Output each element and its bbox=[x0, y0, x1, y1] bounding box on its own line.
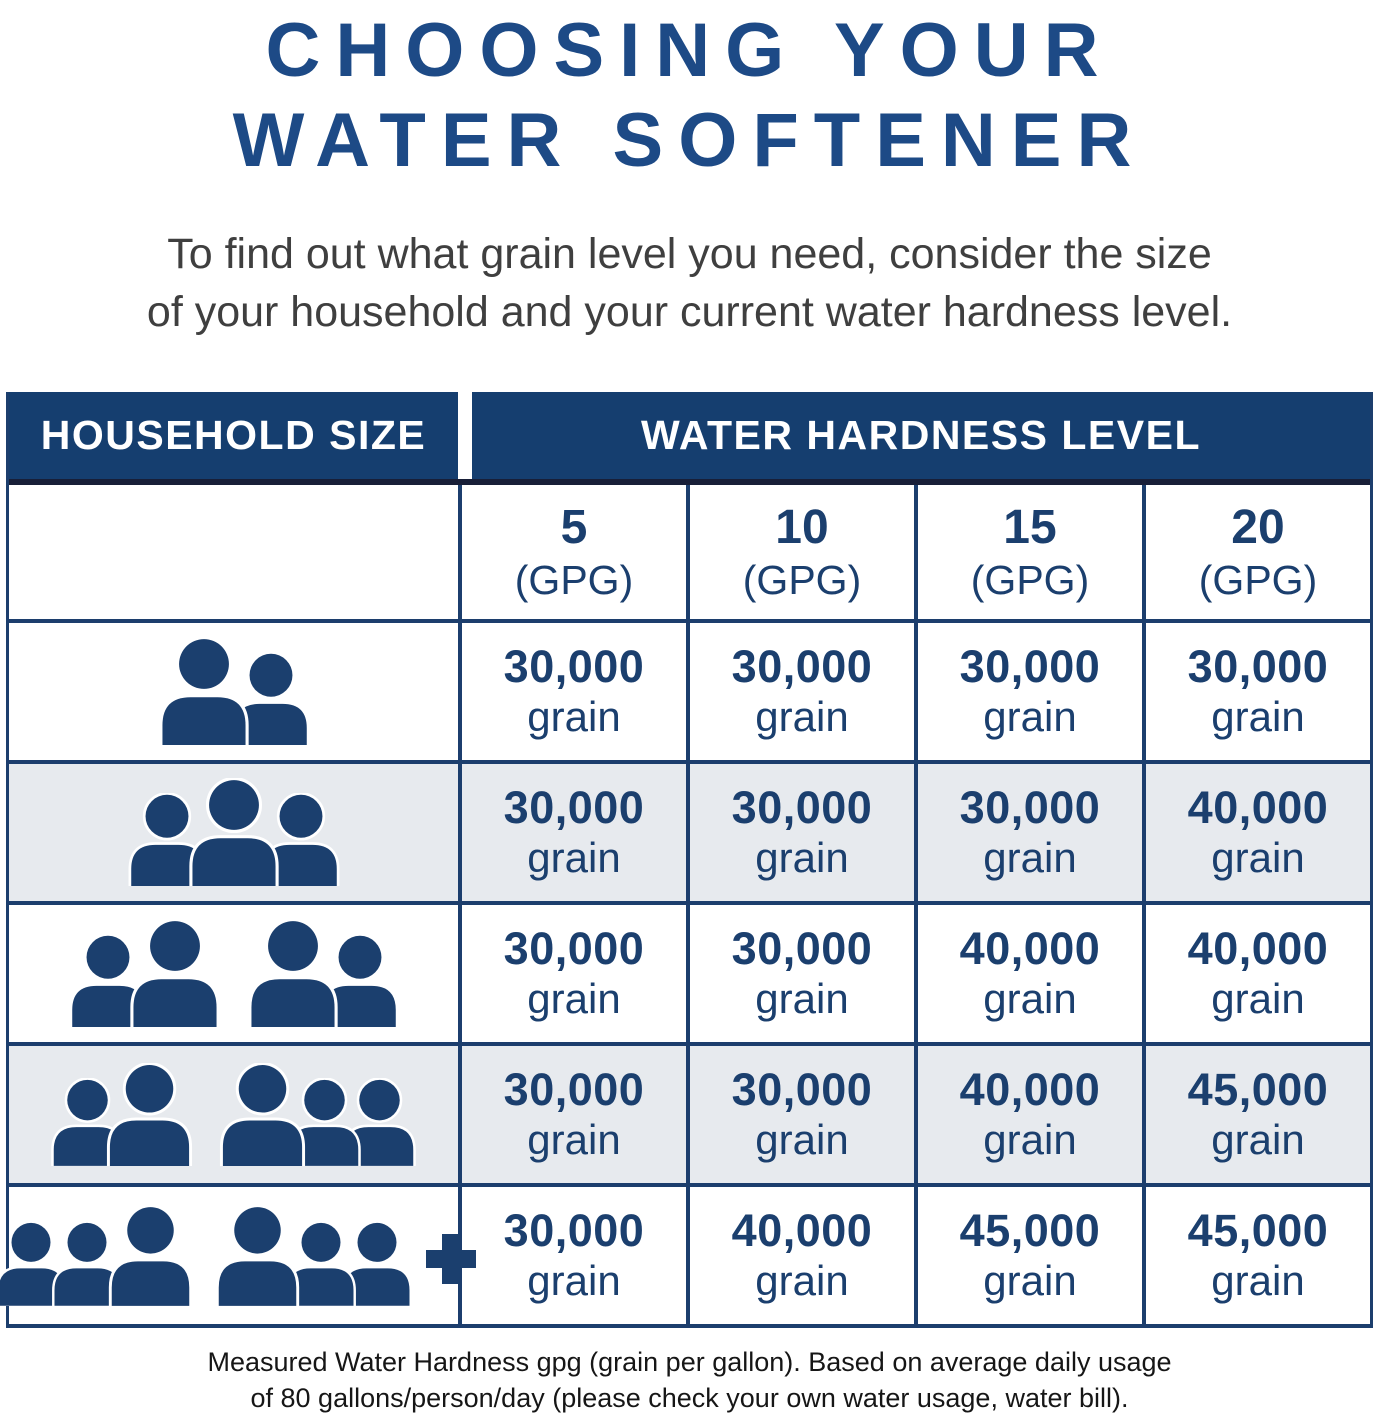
grain-amount: 40,000 bbox=[959, 1064, 1101, 1116]
table-row-3-people bbox=[9, 764, 1370, 905]
grain-value-cell bbox=[1142, 905, 1370, 1042]
grain-unit: grain bbox=[1211, 834, 1305, 882]
table-row-5-people bbox=[9, 1046, 1370, 1187]
grain-value-cell bbox=[458, 764, 686, 901]
grain-amount: 30,000 bbox=[731, 1064, 873, 1116]
grain-unit: grain bbox=[527, 693, 621, 741]
column-header-15gpg bbox=[914, 485, 1142, 619]
empty-corner-cell bbox=[9, 485, 458, 619]
grain-value-cell bbox=[686, 764, 914, 901]
grain-amount: 30,000 bbox=[503, 1064, 645, 1116]
person-icon bbox=[154, 637, 254, 745]
person-icon bbox=[211, 1205, 304, 1306]
grain-unit: grain bbox=[1211, 693, 1305, 741]
water-softener-table bbox=[6, 392, 1373, 1328]
gpg-unit: (GPG) bbox=[514, 556, 634, 603]
grain-value-cell bbox=[686, 623, 914, 760]
grain-value-cell bbox=[458, 905, 686, 1042]
grain-amount: 40,000 bbox=[1187, 923, 1329, 975]
grain-amount: 45,000 bbox=[959, 1205, 1101, 1257]
table-header-band bbox=[9, 392, 1370, 485]
people-3-icon bbox=[124, 778, 344, 886]
table-row-6-plus-people bbox=[9, 1187, 1370, 1328]
grain-unit: grain bbox=[1211, 975, 1305, 1023]
grain-unit: grain bbox=[983, 975, 1077, 1023]
people-6-plus-icon bbox=[0, 1205, 476, 1306]
grain-value-cell bbox=[458, 1046, 686, 1183]
table-row-2-people bbox=[9, 623, 1370, 764]
grain-value-cell bbox=[1142, 1187, 1370, 1324]
person-icon bbox=[104, 1205, 197, 1306]
household-size-cell bbox=[9, 905, 458, 1042]
household-size-header: HOUSEHOLD SIZE bbox=[9, 392, 458, 479]
grain-value-cell bbox=[914, 1046, 1142, 1183]
column-header-10gpg bbox=[686, 485, 914, 619]
gpg-value: 20 bbox=[1231, 500, 1285, 554]
grain-unit: grain bbox=[983, 1116, 1077, 1164]
grain-unit: grain bbox=[755, 975, 849, 1023]
grain-unit: grain bbox=[527, 1116, 621, 1164]
grain-unit: grain bbox=[983, 834, 1077, 882]
grain-amount: 30,000 bbox=[959, 641, 1101, 693]
column-header-5gpg bbox=[458, 485, 686, 619]
grain-amount: 30,000 bbox=[503, 923, 645, 975]
grain-amount: 40,000 bbox=[1187, 782, 1329, 834]
grain-value-cell bbox=[1142, 764, 1370, 901]
footnote-line2: of 80 gallons/person/day (please check your own water usage, water bill). bbox=[250, 1383, 1129, 1414]
grain-amount: 30,000 bbox=[503, 641, 645, 693]
people-2-icon bbox=[154, 637, 314, 745]
gpg-value: 5 bbox=[560, 500, 588, 554]
gpg-unit: (GPG) bbox=[742, 556, 862, 603]
grain-amount: 40,000 bbox=[959, 923, 1101, 975]
household-size-cell bbox=[9, 1046, 458, 1183]
gpg-value: 15 bbox=[1003, 500, 1057, 554]
gpg-unit: (GPG) bbox=[970, 556, 1090, 603]
grain-value-cell bbox=[914, 1187, 1142, 1324]
table-row-4-people bbox=[9, 905, 1370, 1046]
grain-unit: grain bbox=[1211, 1116, 1305, 1164]
grain-unit: grain bbox=[755, 834, 849, 882]
grain-amount: 30,000 bbox=[731, 641, 873, 693]
grain-unit: grain bbox=[755, 693, 849, 741]
household-size-cell bbox=[9, 1187, 458, 1324]
grain-unit: grain bbox=[1211, 1257, 1305, 1305]
grain-value-cell bbox=[914, 764, 1142, 901]
grain-unit: grain bbox=[527, 1257, 621, 1305]
grain-value-cell bbox=[458, 1187, 686, 1324]
footnote bbox=[0, 1344, 1379, 1417]
grain-amount: 30,000 bbox=[503, 782, 645, 834]
person-icon bbox=[243, 919, 343, 1027]
grain-amount: 30,000 bbox=[959, 782, 1101, 834]
grain-value-cell bbox=[914, 623, 1142, 760]
person-icon bbox=[184, 778, 284, 886]
grain-unit: grain bbox=[527, 834, 621, 882]
grain-value-cell bbox=[686, 905, 914, 1042]
grain-value-cell bbox=[1142, 1046, 1370, 1183]
grain-value-cell bbox=[686, 1187, 914, 1324]
grain-amount: 30,000 bbox=[503, 1205, 645, 1257]
footnote-line1: Measured Water Hardness gpg (grain per gallon). Based on average daily usage bbox=[207, 1346, 1172, 1377]
person-icon bbox=[215, 1063, 310, 1166]
page-title-line2: WATER SOFTENER bbox=[232, 98, 1147, 184]
gpg-unit: (GPG) bbox=[1198, 556, 1318, 603]
grain-value-cell bbox=[1142, 623, 1370, 760]
page-title bbox=[0, 0, 1379, 187]
person-icon bbox=[102, 1063, 197, 1166]
grain-amount: 30,000 bbox=[731, 923, 873, 975]
grain-unit: grain bbox=[755, 1257, 849, 1305]
grain-unit: grain bbox=[527, 975, 621, 1023]
grain-unit: grain bbox=[755, 1116, 849, 1164]
column-header-20gpg bbox=[1142, 485, 1370, 619]
household-size-cell bbox=[9, 623, 458, 760]
grain-amount: 40,000 bbox=[731, 1205, 873, 1257]
gpg-value: 10 bbox=[775, 500, 829, 554]
grain-value-cell bbox=[914, 905, 1142, 1042]
grain-unit: grain bbox=[983, 1257, 1077, 1305]
page-title-line1: CHOOSING YOUR bbox=[265, 8, 1114, 93]
people-5-icon bbox=[47, 1063, 420, 1166]
people-4-icon bbox=[65, 919, 403, 1027]
page-subtitle bbox=[0, 225, 1379, 342]
grain-value-cell bbox=[458, 623, 686, 760]
page-subtitle-line2: of your household and your current water hardness level. bbox=[146, 288, 1233, 337]
grain-amount: 45,000 bbox=[1187, 1064, 1329, 1116]
household-size-cell bbox=[9, 764, 458, 901]
grain-amount: 30,000 bbox=[1187, 641, 1329, 693]
gpg-column-header-row bbox=[9, 485, 1370, 623]
grain-amount: 45,000 bbox=[1187, 1205, 1329, 1257]
grain-amount: 30,000 bbox=[731, 782, 873, 834]
water-hardness-header: WATER HARDNESS LEVEL bbox=[472, 392, 1370, 479]
grain-unit: grain bbox=[983, 693, 1077, 741]
page-subtitle-line1: To find out what grain level you need, consider the size bbox=[167, 229, 1212, 278]
plus-icon bbox=[426, 1234, 476, 1284]
person-icon bbox=[125, 919, 225, 1027]
grain-value-cell bbox=[686, 1046, 914, 1183]
